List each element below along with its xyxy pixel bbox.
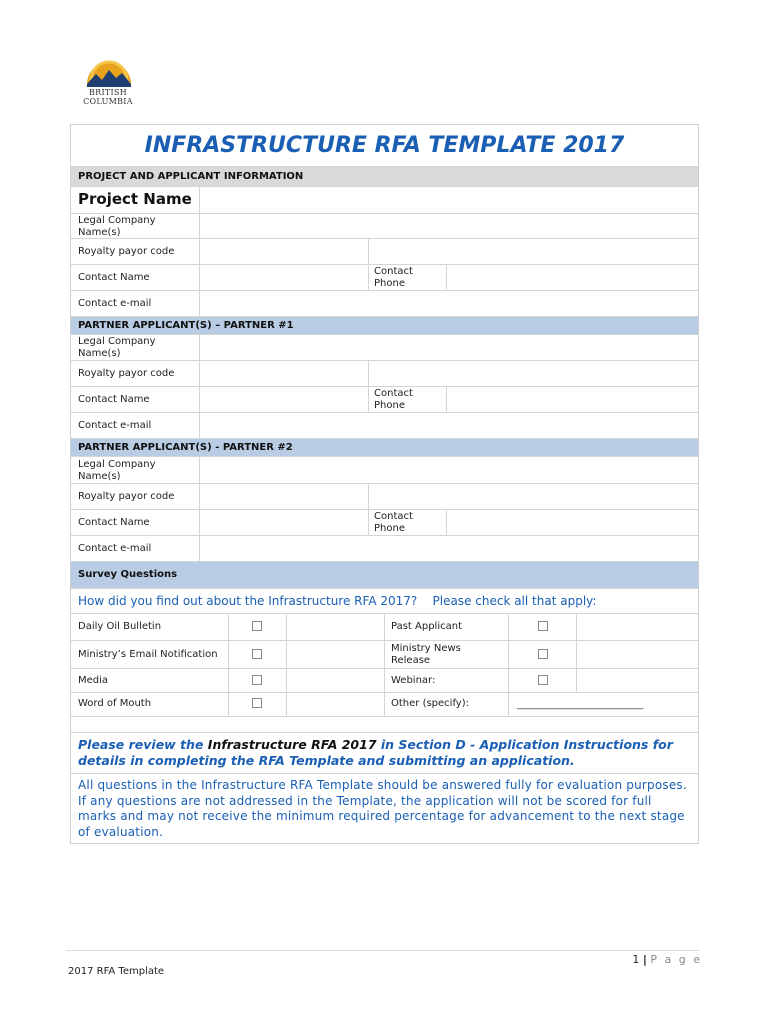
survey-option-row	[71, 640, 698, 668]
checkbox-ministry-news[interactable]	[538, 649, 548, 659]
contact-email-row	[71, 290, 698, 316]
checkbox-past-applicant[interactable]	[538, 621, 548, 631]
survey-option-row	[71, 692, 698, 716]
blank-cell	[286, 614, 384, 640]
review-part2: Infrastructure RFA 2017	[207, 737, 377, 752]
p2-contact-email-row	[71, 535, 698, 561]
section-header-label: PROJECT AND APPLICANT INFORMATION	[78, 171, 304, 182]
contact-row	[71, 264, 698, 290]
option-label-cell	[384, 693, 508, 716]
contact-email-label: Contact e-mail	[78, 543, 152, 554]
option-media: Media	[78, 675, 109, 686]
option-label-cell	[384, 641, 508, 668]
section-header-label: PARTNER APPLICANT(S) - PARTNER #2	[78, 442, 293, 453]
p1-contact-name-field[interactable]	[199, 387, 368, 412]
page-sep: |	[642, 953, 647, 966]
p1-legal-company-field[interactable]	[199, 335, 698, 360]
section-header-project	[71, 166, 698, 186]
section-header-label: PARTNER APPLICANT(S) – PARTNER #1	[78, 320, 294, 331]
contact-email-label: Contact e-mail	[78, 298, 152, 309]
p2-contact-name-field[interactable]	[199, 510, 368, 535]
other-specify-field[interactable]: ______________________________	[517, 700, 644, 710]
p2-royalty-row	[71, 483, 698, 509]
review-note	[78, 737, 688, 769]
blank-cell	[576, 641, 698, 668]
section-header-label: Survey Questions	[78, 569, 178, 580]
p1-royalty-field[interactable]	[199, 361, 368, 386]
review-part1: Please review the	[78, 737, 208, 752]
checkbox-ministry-email[interactable]	[252, 649, 262, 659]
contact-phone-label-cell	[368, 265, 446, 290]
section-header-survey	[71, 561, 698, 588]
checkbox-cell	[508, 614, 576, 640]
contact-email-field[interactable]	[199, 291, 698, 316]
p1-contact-email-row	[71, 412, 698, 438]
checkbox-cell	[228, 614, 286, 640]
checkbox-webinar[interactable]	[538, 675, 548, 685]
survey-option-row	[71, 668, 698, 692]
contact-phone-label-cell	[368, 387, 446, 412]
contact-phone-label-cell	[368, 510, 446, 535]
footer-doc-name: 2017 RFA Template	[68, 966, 165, 977]
p2-contact-email-field[interactable]	[199, 536, 698, 561]
contact-name-label: Contact Name	[78, 394, 150, 405]
review-note-row	[71, 732, 698, 773]
p2-royalty-field[interactable]	[199, 484, 368, 509]
footer-divider	[66, 950, 700, 951]
checkbox-cell	[228, 693, 286, 716]
legal-company-label: Legal Company Name(s)	[78, 215, 156, 238]
option-ministry-email: Ministry’s Email Notification	[78, 649, 218, 660]
contact-phone-label: Contact Phone	[374, 511, 413, 534]
checkbox-media[interactable]	[252, 675, 262, 685]
royalty-code-field[interactable]	[199, 239, 368, 264]
instructions-row	[71, 773, 698, 843]
checkbox-cell	[228, 641, 286, 668]
project-name-row	[71, 186, 698, 213]
option-other: Other (specify):	[391, 698, 469, 709]
blank-cell	[286, 693, 384, 716]
royalty-code-blank	[368, 239, 698, 264]
blank-cell	[576, 669, 698, 692]
option-label-cell	[384, 669, 508, 692]
option-label-cell	[384, 614, 508, 640]
survey-question: How did you find out about the Infrastructure RFA 2017? Please check all that apply:	[78, 594, 597, 608]
survey-option-row	[71, 613, 698, 640]
page-word: P a g e	[650, 953, 702, 966]
page-num: 1	[632, 953, 640, 966]
p2-legal-company-field[interactable]	[199, 457, 698, 483]
contact-name-label: Contact Name	[78, 517, 150, 528]
checkbox-word-of-mouth[interactable]	[252, 698, 262, 708]
p2-legal-company-row	[71, 456, 698, 483]
checkbox-cell	[508, 669, 576, 692]
contact-phone-label: Contact Phone	[374, 266, 413, 289]
section-header-partner1	[71, 316, 698, 334]
form-title: INFRASTRUCTURE RFA TEMPLATE 2017	[144, 133, 625, 158]
p2-contact-phone-field[interactable]	[446, 510, 698, 535]
legal-company-label: Legal Company Name(s)	[78, 336, 156, 359]
checkbox-cell	[228, 669, 286, 692]
contact-phone-field[interactable]	[446, 265, 698, 290]
other-specify-cell	[508, 693, 698, 716]
page-number	[632, 953, 702, 966]
royalty-code-label: Royalty payor code	[78, 368, 175, 379]
review-part3: in Section D - Application Instructions for details in completing the RFA Template and submitting an application.	[78, 737, 673, 768]
blank-cell	[286, 669, 384, 692]
p2-contact-row	[71, 509, 698, 535]
royalty-code-label: Royalty payor code	[78, 491, 175, 502]
option-past-applicant: Past Applicant	[391, 621, 462, 632]
p2-royalty-blank	[368, 484, 698, 509]
p1-contact-row	[71, 386, 698, 412]
royalty-code-row	[71, 238, 698, 264]
legal-company-field[interactable]	[199, 214, 698, 238]
rfa-form	[70, 124, 699, 844]
contact-phone-label: Contact Phone	[374, 388, 413, 411]
instructions-text: All questions in the Infrastructure RFA Template should be answered fully for evaluation purposes. If any questions are not addressed in the Template, the application will not be scored for full marks and may not receive the minimum required percentage for advancement to the next stage of evaluation.	[78, 778, 687, 839]
section-header-partner2	[71, 438, 698, 456]
project-name-label: Project Name	[78, 190, 192, 208]
legal-company-row	[71, 213, 698, 238]
checkbox-daily-oil-bulletin[interactable]	[252, 621, 262, 631]
bc-logo	[78, 58, 140, 116]
option-daily-oil-bulletin: Daily Oil Bulletin	[78, 621, 162, 632]
p1-contact-phone-field[interactable]	[446, 387, 698, 412]
option-ministry-news: Ministry News Release	[391, 643, 461, 666]
logo-line1: BRITISH	[88, 88, 128, 97]
project-name-field[interactable]	[199, 187, 698, 213]
logo-text	[78, 88, 138, 106]
logo-line2: COLUMBIA	[83, 97, 133, 106]
legal-company-label: Legal Company Name(s)	[78, 459, 156, 482]
checkbox-cell	[508, 641, 576, 668]
spacer-row	[71, 716, 698, 732]
option-word-of-mouth: Word of Mouth	[78, 698, 152, 709]
contact-name-label: Contact Name	[78, 272, 150, 283]
contact-name-field[interactable]	[199, 265, 368, 290]
p1-legal-company-row	[71, 334, 698, 360]
contact-email-label: Contact e-mail	[78, 420, 152, 431]
option-webinar: Webinar:	[391, 675, 436, 686]
royalty-code-label: Royalty payor code	[78, 246, 175, 257]
survey-question-row	[71, 588, 698, 613]
blank-cell	[286, 641, 384, 668]
p1-contact-email-field[interactable]	[199, 413, 698, 438]
p1-royalty-blank	[368, 361, 698, 386]
blank-cell	[576, 614, 698, 640]
p1-royalty-row	[71, 360, 698, 386]
